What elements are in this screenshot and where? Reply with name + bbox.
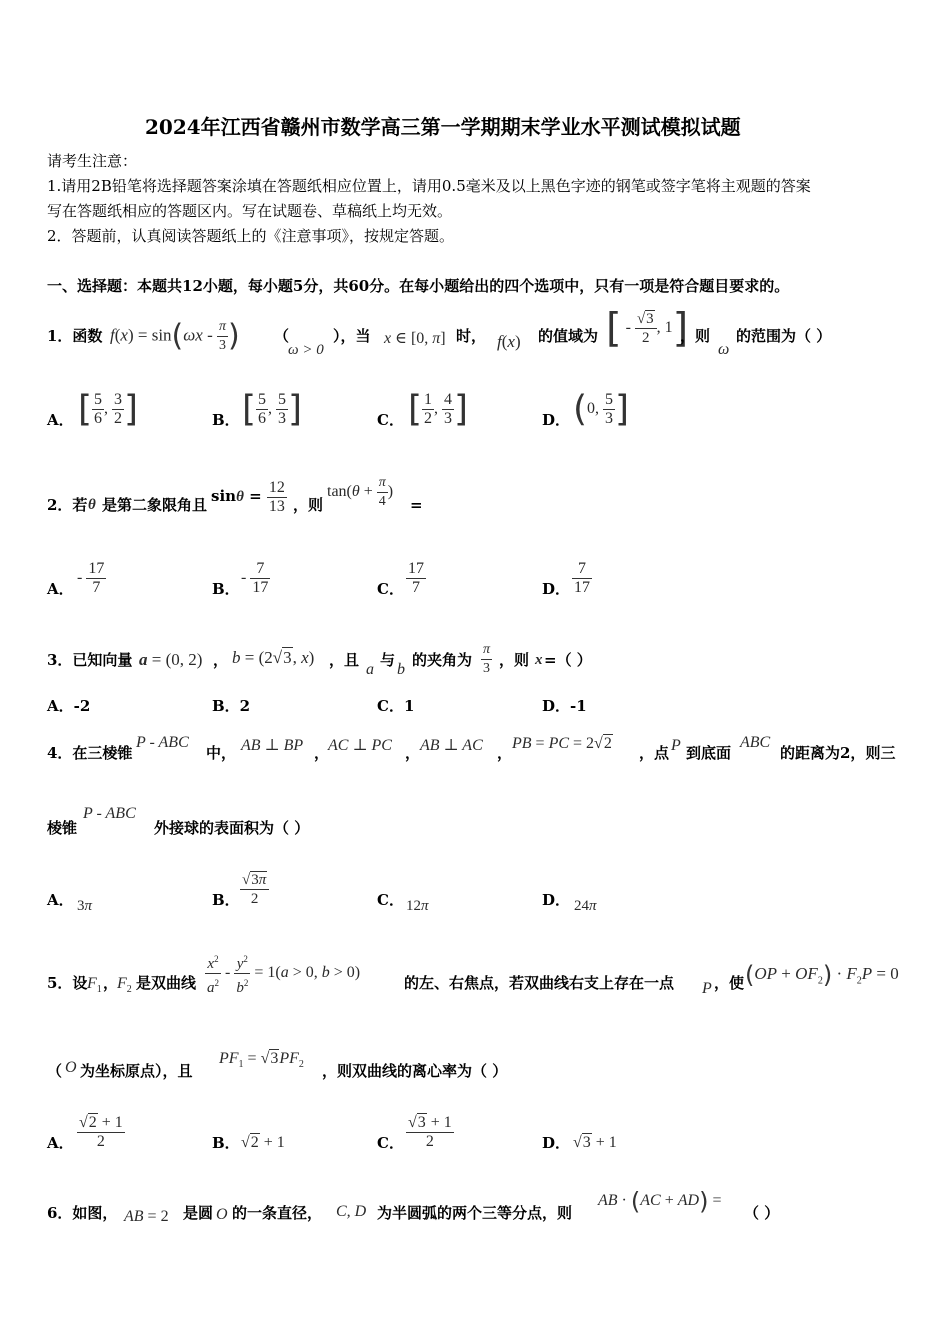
- q5-text-4: ，使: [714, 974, 745, 992]
- q4-text-8: 外接球的表面积为（ ）: [154, 819, 310, 837]
- q3-text-3: ，且: [329, 651, 360, 669]
- q1-fx: f(x): [497, 332, 521, 351]
- q1-text-4: 的值域为: [538, 327, 599, 345]
- q4-text-5: 到底面: [686, 744, 732, 762]
- q1-option-a-value: [ $\frac{5}{6}$ , $\frac{3}{2}$ ]: [78, 388, 139, 430]
- q5-option-c-label: C．: [377, 1134, 404, 1152]
- q4-option-c-label: C．: [377, 891, 404, 909]
- q6-diameter: AB = 2: [124, 1208, 169, 1225]
- q4-pyramid: P - ABC: [136, 734, 189, 751]
- q4-option-c-value: 12π: [406, 898, 429, 914]
- q5-comma: ，: [103, 974, 119, 992]
- q5-f1: $F_1$: [87, 975, 102, 996]
- q3-text-2: ，: [213, 651, 229, 669]
- q4-condition-3: AB ⊥ AC: [420, 737, 483, 754]
- q6-circle-o: O: [216, 1206, 228, 1223]
- q1-range-formula: [ - $\frac{√3}{2}$ , 1]: [606, 305, 689, 352]
- q2-option-a-value: - $\frac{17}{7}$: [77, 559, 105, 596]
- q1-option-a-label: A．: [47, 411, 74, 429]
- q2-sin-formula: sinθ = $\frac{12}{13}$: [211, 478, 285, 515]
- q3-text-4: 与: [380, 651, 396, 669]
- q6-text-1: 6．如图，: [47, 1204, 118, 1222]
- q4-text-2: 中，: [206, 744, 237, 762]
- q4-text-6: 的距离为2，则三: [780, 744, 896, 762]
- q2-option-c-label: C．: [377, 580, 404, 598]
- q1-text-6: 的范围为（ ）: [736, 327, 832, 345]
- q4-pyramid-2: P - ABC: [83, 805, 136, 822]
- q6-expression: AB · (AC + AD) =: [598, 1187, 722, 1216]
- q4-comma-1: ，: [314, 744, 330, 762]
- q1-text-5: ，则: [680, 327, 711, 345]
- q3-b: b: [397, 661, 405, 678]
- q4-condition-4: PB = PC = 2√2: [512, 735, 612, 752]
- q4-option-a-value: 3π: [77, 898, 93, 914]
- q1-option-d-value: (0, $\frac{5}{3}$ ]: [573, 388, 630, 430]
- q3-vector-b: b = (2√3, x): [232, 648, 315, 667]
- q2-tan-formula: tan(θ + $\frac{\pi}{4}$ ): [327, 474, 394, 509]
- q5-f2: $F_2$: [117, 975, 132, 996]
- q5-option-a-label: A．: [47, 1134, 74, 1152]
- q2-option-c-value: $\frac{17}{7}$: [408, 559, 424, 596]
- q4-point-p: P: [671, 737, 681, 754]
- q6-points: C, D: [336, 1203, 367, 1220]
- q3-text-5: 的夹角为: [412, 651, 473, 669]
- q6-text-5: （ ）: [744, 1204, 780, 1222]
- q2-text-2: 是第二象限角且: [102, 496, 208, 514]
- q3-angle: $\frac{\pi}{3}$: [483, 642, 491, 677]
- q4-condition-1: AB ⊥ BP: [241, 737, 304, 754]
- q4-option-b-label: B．: [212, 891, 240, 909]
- q4-comma-2: ，: [405, 744, 421, 762]
- section-heading: 一、选择题：本题共12小题，每小题5分，共60分。在每小题给出的四个选项中，只有一项是符合题目要求的。: [47, 277, 790, 295]
- q2-option-d-value: $\frac{7}{17}$: [574, 559, 590, 596]
- q4-option-b-value: $\frac{√3\pi}{2}$: [240, 864, 269, 914]
- q1-option-d-label: D．: [542, 411, 571, 429]
- q2-option-d-label: D．: [542, 580, 571, 598]
- q1-text-3: 时，: [456, 327, 487, 345]
- q1-stem: 1．函数: [47, 327, 103, 345]
- q5-text-2: 是双曲线: [136, 974, 197, 992]
- q4-base: ABC: [740, 734, 771, 751]
- q2-text-3: ，则: [293, 496, 324, 514]
- q5-option-a-value: $\frac{√2 + 1}{2}$: [79, 1113, 123, 1150]
- q4-text-1: 4．在三棱锥: [47, 744, 133, 762]
- q4-condition-2: AC ⊥ PC: [328, 737, 392, 754]
- q5-text-6: 为坐标原点），且: [80, 1062, 193, 1080]
- q5-option-c-value: $\frac{√3 + 1}{2}$: [408, 1113, 452, 1150]
- q3-text-7: =（ ）: [544, 651, 592, 669]
- q1-option-c-label: C．: [377, 411, 404, 429]
- q5-text-3: 的左、右焦点，若双曲线右支上存在一点: [404, 974, 675, 992]
- q6-text-2: 是圆: [183, 1204, 214, 1222]
- q1-text-2: ），当: [333, 327, 371, 345]
- q3-vector-a: a = (0, 2): [139, 650, 203, 669]
- q4-text-4: ，点: [639, 744, 670, 762]
- q5-ratio-formula: $PF_1 = √3PF_2$: [219, 1050, 304, 1071]
- q2-option-b-value: - $\frac{7}{17}$: [241, 559, 269, 596]
- q4-option-d-label: D．: [542, 891, 571, 909]
- q3-option-b: B．2: [212, 697, 251, 715]
- q2-option-a-label: A．: [47, 580, 74, 598]
- q1-omega-condition: ω > 0: [288, 342, 324, 358]
- q5-vector-condition: $(OP + OF_2) \cdot F_2P = 0$: [745, 961, 899, 990]
- q5-option-d-label: D．: [542, 1134, 571, 1152]
- q5-point-p: P: [702, 980, 712, 997]
- q4-text-7: 棱锥: [47, 819, 78, 837]
- q1-option-c-value: [ $\frac{1}{2}$ , $\frac{4}{3}$ ]: [408, 388, 469, 430]
- page-title: 2024年江西省赣州市数学高三第一学期期末学业水平测试模拟试题: [145, 115, 741, 139]
- q2-text-4: =: [410, 496, 423, 514]
- q3-text-1: 3．已知向量: [47, 651, 133, 669]
- q6-text-3: 的一条直径，: [232, 1204, 323, 1222]
- q5-option-b-label: B．: [212, 1134, 240, 1152]
- q5-option-d-value: √3 + 1: [573, 1134, 617, 1151]
- q3-a: a: [366, 661, 374, 678]
- q2-option-b-label: B．: [212, 580, 240, 598]
- q4-option-d-value: 24π: [574, 898, 597, 914]
- q1-omega: ω: [718, 341, 730, 358]
- q1-function-formula: f(x) = sin(ωx - $\frac{\pi}{3}$ ): [110, 318, 240, 354]
- notice-heading: 请考生注意：: [47, 152, 138, 170]
- q5-text-7: ，则双曲线的离心率为（ ）: [322, 1062, 508, 1080]
- q3-option-a: A．-2: [47, 697, 91, 715]
- q5-text-5: （: [47, 1062, 63, 1080]
- notice-line-1a: 1.请用2B铅笔将选择题答案涂填在答题纸相应位置上，请用0.5毫米及以上黑色字迹的钢笔或签字笔将主观题的答案: [47, 177, 811, 195]
- notice-line-1b: 写在答题纸相应的答题区内。写在试题卷、草稿纸上均无效。: [47, 202, 453, 220]
- q6-text-4: 为半圆弧的两个三等分点，则: [377, 1204, 573, 1222]
- q1-domain-formula: x ∈ [0, π]: [384, 330, 446, 347]
- q3-option-c: C．1: [377, 697, 415, 715]
- q5-option-b-value: √2 + 1: [241, 1134, 285, 1151]
- q3-x: x: [535, 652, 543, 668]
- q5-origin: O: [65, 1059, 77, 1076]
- q4-option-a-label: A．: [47, 891, 74, 909]
- q4-comma-3: ，: [497, 744, 513, 762]
- q2-text-1: 2．若: [47, 496, 88, 514]
- q3-text-6: ，则: [499, 651, 530, 669]
- q5-text-1: 5．设: [47, 974, 88, 992]
- q5-hyperbola-formula: $\frac{x^2}{a^2}$ - $\frac{y^2}{b^2}$ = 1(a > 0, b > 0): [205, 947, 360, 999]
- q3-option-d: D．-1: [542, 697, 587, 715]
- q1-option-b-label: B．: [212, 411, 240, 429]
- q1-text-1: （: [274, 327, 290, 345]
- notice-line-2: 2．答题前，认真阅读答题纸上的《注意事项》，按规定答题。: [47, 227, 455, 245]
- q2-theta: θ: [88, 497, 96, 513]
- q1-option-b-value: [ $\frac{5}{6}$ , $\frac{5}{3}$ ]: [242, 388, 303, 430]
